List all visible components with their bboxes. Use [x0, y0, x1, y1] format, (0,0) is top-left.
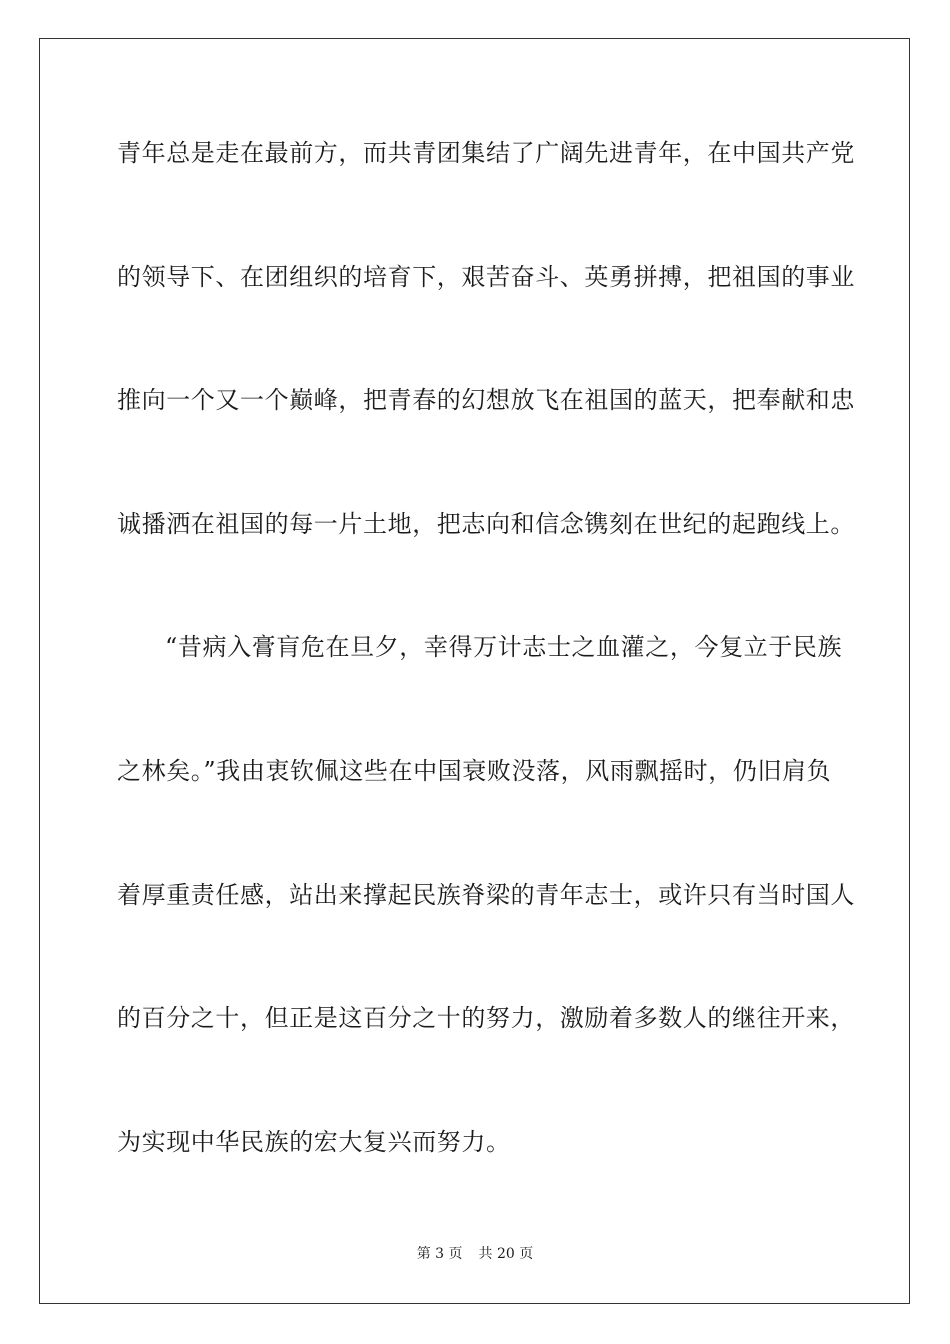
text-line: 的百分之十，但正是这百分之十的努力，激励着多数人的继往开来， [117, 1004, 855, 1032]
text-line: 着厚重责任感，站出来撑起民族脊梁的青年志士，或许只有当时国人 [117, 881, 855, 909]
page-number: 第 3 页 [416, 1246, 463, 1262]
text-line: “昔病入膏肓危在旦夕，幸得万计志士之血灌之，今复立于民族 [165, 633, 843, 661]
text-line: 的领导下、在团组织的培育下，艰苦奋斗、英勇拼搏，把祖国的事业 [117, 263, 855, 291]
text-line: 之林矣。”我由衷钦佩这些在中国衰败没落，风雨飘摇时，仍旧肩负 [117, 757, 832, 785]
text-line: 推向一个又一个巅峰，把青春的幻想放飞在祖国的蓝天，把奉献和忠 [117, 386, 855, 414]
page-total: 共 20 页 [478, 1246, 534, 1262]
page-border [39, 38, 910, 1304]
text-line: 为实现中华民族的宏大复兴而努力。 [117, 1128, 511, 1156]
text-line: 诚播洒在祖国的每一片土地，把志向和信念镌刻在世纪的起跑线上。 [117, 510, 855, 538]
text-line: 青年总是走在最前方，而共青团集结了广阔先进青年，在中国共产党 [117, 139, 855, 167]
page-footer [0, 1245, 950, 1263]
